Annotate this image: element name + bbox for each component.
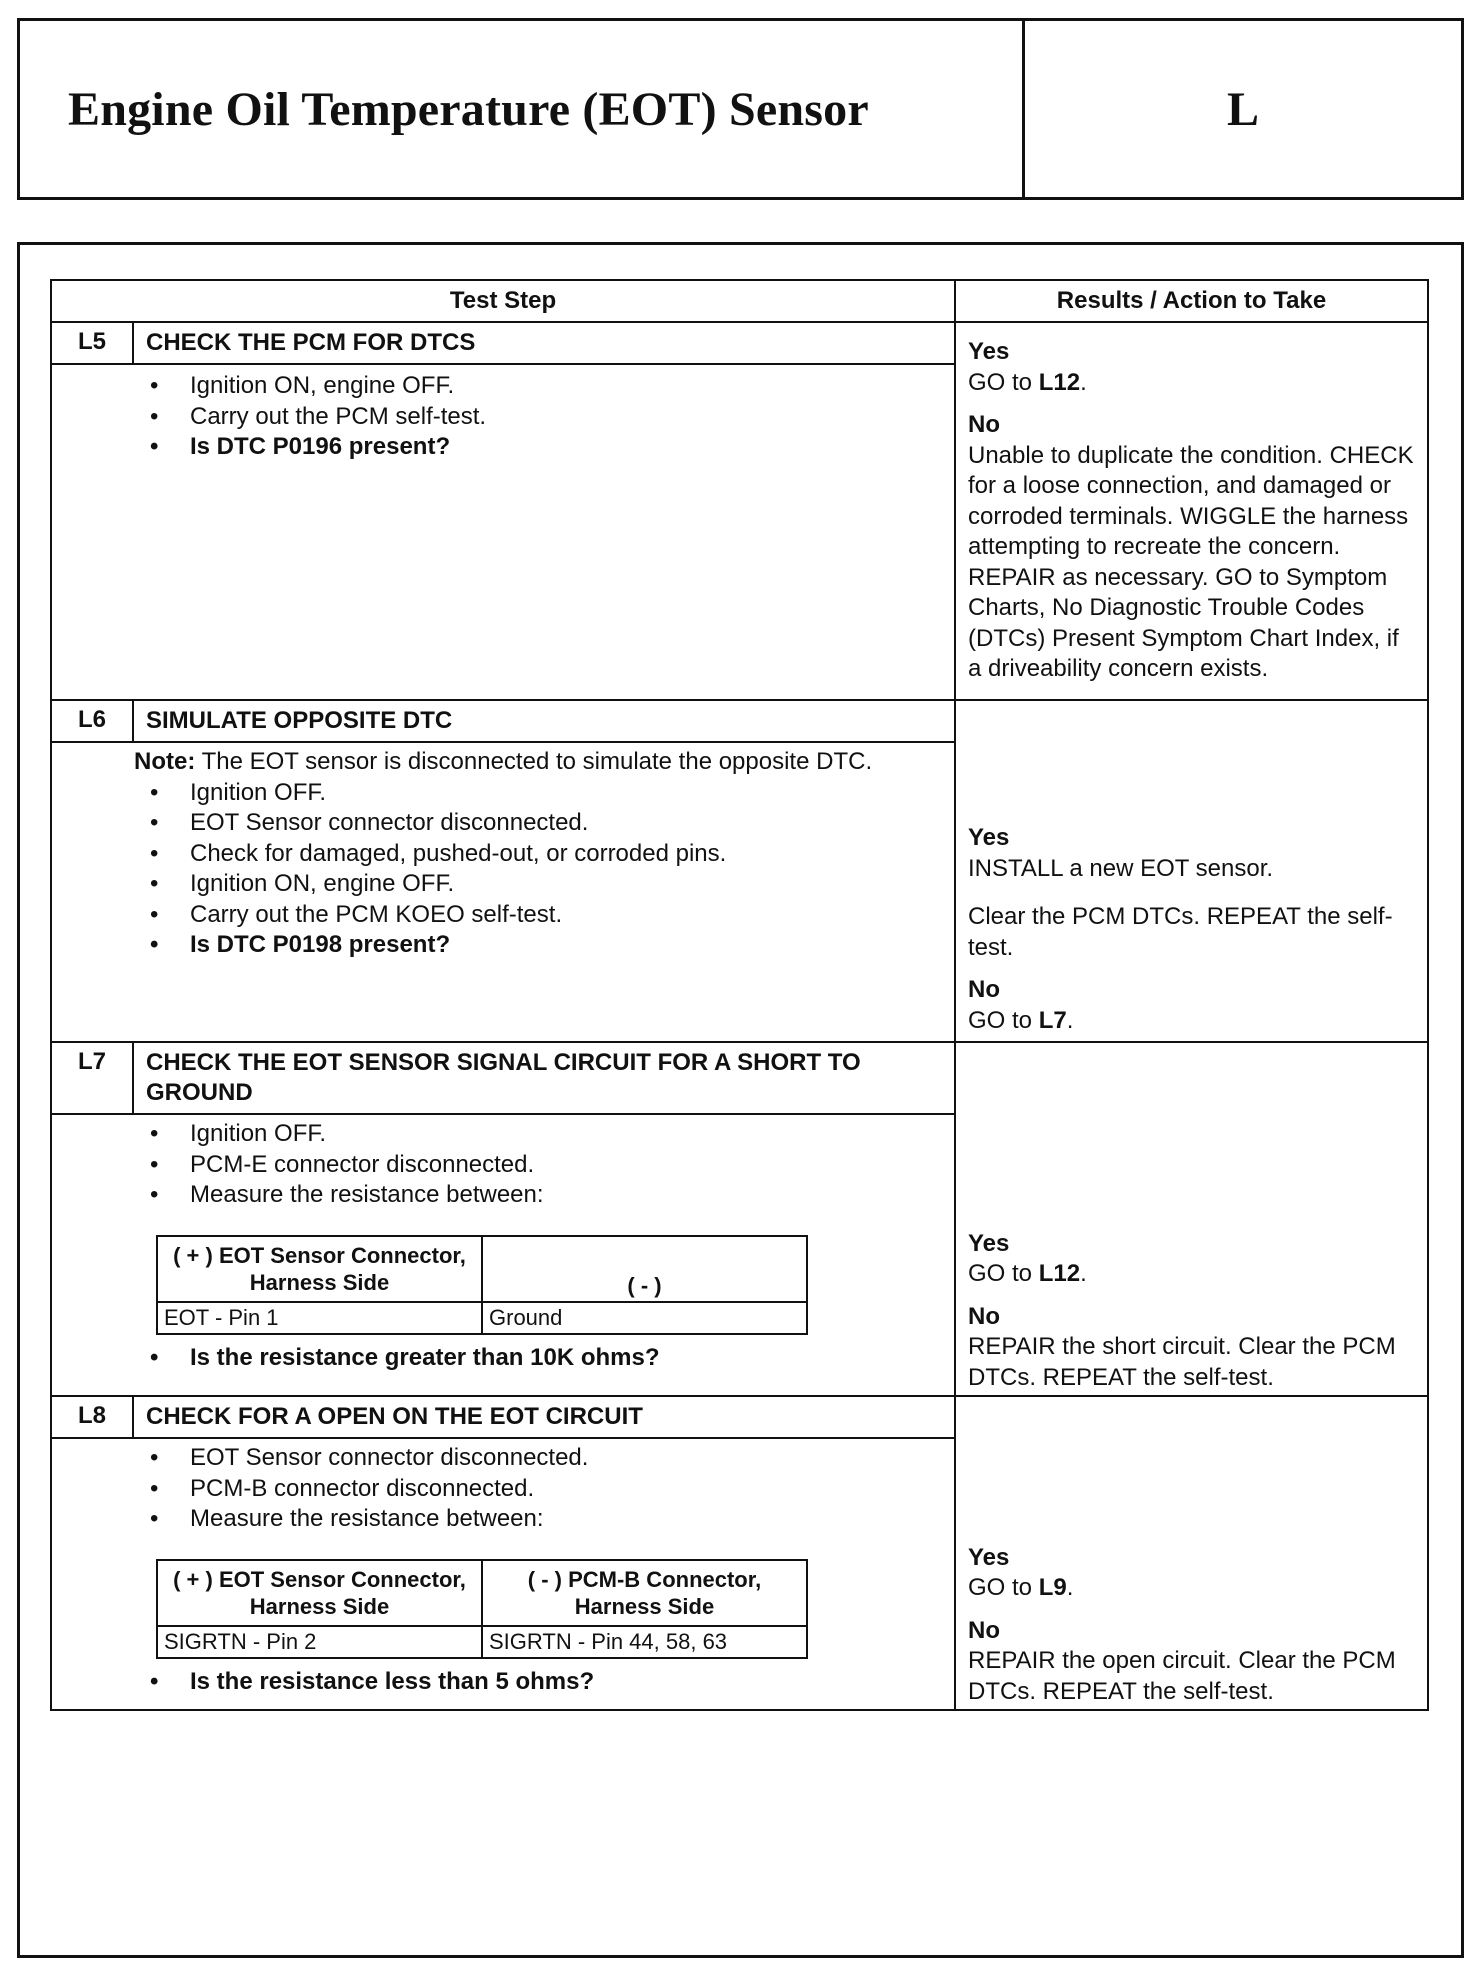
no-text: GO to [968, 1006, 1033, 1034]
step-bullets [148, 371, 942, 463]
step-ref-link[interactable]: L12 [1038, 368, 1081, 396]
result-cell-l8 [955, 1396, 1428, 1710]
yes-text: GO to [968, 368, 1033, 396]
step-cell-l6 [51, 700, 955, 1042]
bullet-item: • EOT Sensor connector disconnected. [148, 808, 942, 839]
result-cell-l6 [955, 700, 1428, 1042]
step-question: • Is DTC P0198 present? [148, 930, 942, 961]
result-cell-l5 [955, 322, 1428, 700]
yes-action: INSTALL a new EOT sensor. [968, 854, 1274, 882]
diagnostic-table [50, 279, 1429, 1711]
bullet-item: • Ignition ON, engine OFF. [148, 869, 942, 900]
step-ref-link[interactable]: L9 [1038, 1574, 1067, 1601]
meas-value-positive: EOT - Pin 1 [157, 1302, 482, 1334]
col-header-results: Results / Action to Take [955, 280, 1428, 322]
step-head [52, 1397, 954, 1439]
yes-label: Yes [968, 1229, 1010, 1257]
yes-label: Yes [968, 1543, 1010, 1571]
header-title-cell [20, 21, 1025, 197]
bullet-item: • Ignition OFF. [148, 1119, 942, 1150]
step-head [52, 701, 954, 743]
page-header [17, 18, 1464, 200]
yes-action: GO to L12. [968, 368, 1087, 396]
yes-action: GO to L12. [968, 1260, 1087, 1287]
result-body [956, 1219, 1427, 1396]
meas-head-positive: ( + ) EOT Sensor Connector, Harness Side [157, 1560, 482, 1626]
bullet-item: • Carry out the PCM KOEO self-test. [148, 900, 942, 931]
bullet-item: • PCM-E connector disconnected. [148, 1150, 942, 1181]
no-action: Unable to duplicate the condition. CHECK for a loose connection, and damaged or corroded terminals. WIGGLE the harness attempting to recreate the concern. REPAIR as necessary. GO to Symptom Charts, No Diagnostic Trouble Codes (DTCs) Present Symptom Chart Index, if a driveability concern exists. [968, 441, 1414, 682]
meas-value-positive: SIGRTN - Pin 2 [157, 1626, 482, 1658]
yes-text: GO to [968, 1260, 1033, 1287]
page-title: Engine Oil Temperature (EOT) Sensor [68, 82, 869, 136]
step-body [52, 365, 954, 469]
result-body [956, 1533, 1427, 1710]
step-question: • Is DTC P0196 present? [148, 432, 942, 463]
no-action: REPAIR the open circuit. Clear the PCM DTCs. REPEAT the self-test. [968, 1647, 1396, 1705]
meas-value-negative: Ground [482, 1302, 807, 1334]
no-label: No [968, 976, 1000, 1003]
step-body [52, 743, 954, 967]
result-cell-l7 [955, 1042, 1428, 1396]
bullet-item: • Carry out the PCM self-test. [148, 402, 942, 433]
meas-value-negative: SIGRTN - Pin 44, 58, 63 [482, 1626, 807, 1658]
result-body [956, 323, 1427, 689]
measurement-table [156, 1235, 808, 1335]
step-row-l5 [51, 322, 1428, 700]
step-cell-l5 [51, 322, 955, 700]
yes-action: GO to L9. [968, 1574, 1074, 1601]
step-question: • Is the resistance less than 5 ohms? [148, 1667, 942, 1698]
step-id: L7 [52, 1043, 134, 1113]
meas-head-negative: ( - ) PCM-B Connector, Harness Side [482, 1560, 807, 1626]
bullet-item: • EOT Sensor connector disconnected. [148, 1443, 942, 1474]
yes-text: GO to [968, 1574, 1033, 1601]
step-question-wrap [52, 1667, 954, 1704]
step-note [134, 747, 942, 778]
bullet-item: • Measure the resistance between: [148, 1504, 942, 1535]
table-header-row [51, 280, 1428, 322]
meas-head-negative: ( - ) [482, 1236, 807, 1302]
step-title: SIMULATE OPPOSITE DTC [146, 707, 453, 734]
bullet-item: • PCM-B connector disconnected. [148, 1474, 942, 1505]
no-label: No [968, 1302, 1000, 1330]
bullet-item: • Ignition ON, engine OFF. [148, 371, 942, 402]
step-question: • Is the resistance greater than 10K ohms? [148, 1343, 942, 1374]
no-action: REPAIR the short circuit. Clear the PCM DTCs. REPEAT the self-test. [968, 1333, 1396, 1391]
bullet-item: • Ignition OFF. [148, 778, 942, 809]
step-ref-link[interactable]: L7 [1038, 1006, 1067, 1034]
step-cell-l7 [51, 1042, 955, 1396]
yes-label: Yes [968, 338, 1010, 365]
step-head [52, 1043, 954, 1115]
step-id: L6 [52, 701, 134, 741]
step-bullets [148, 778, 942, 961]
step-cell-l8 [51, 1396, 955, 1710]
no-label: No [968, 411, 1000, 438]
step-row-l7 [51, 1042, 1428, 1396]
step-bullets [148, 1443, 942, 1535]
step-question-wrap [52, 1343, 954, 1380]
yes-action-2: Clear the PCM DTCs. REPEAT the self-test. [968, 903, 1393, 961]
bullet-item: • Measure the resistance between: [148, 1180, 942, 1211]
step-title: CHECK FOR A OPEN ON THE EOT CIRCUIT [146, 1403, 643, 1430]
step-title: CHECK THE PCM FOR DTCS [146, 329, 476, 356]
col-header-test-step: Test Step [51, 280, 955, 322]
step-row-l8 [51, 1396, 1428, 1710]
step-id: L8 [52, 1397, 134, 1437]
note-text: The EOT sensor is disconnected to simulate the opposite DTC. [201, 748, 873, 775]
step-row-l6 [51, 700, 1428, 1042]
step-head [52, 323, 954, 365]
header-code-cell [1025, 21, 1461, 197]
step-id: L5 [52, 323, 134, 363]
result-body [956, 701, 1427, 1040]
yes-label: Yes [968, 824, 1010, 851]
note-label: Note: [134, 748, 196, 775]
step-bullets [148, 1119, 942, 1211]
bullet-item: • Check for damaged, pushed-out, or corroded pins. [148, 839, 942, 870]
step-body [52, 1115, 954, 1217]
step-title: CHECK THE EOT SENSOR SIGNAL CIRCUIT FOR A SHORT TO GROUND [146, 1049, 861, 1106]
meas-head-positive: ( + ) EOT Sensor Connector, Harness Side [157, 1236, 482, 1302]
step-ref-link[interactable]: L12 [1038, 1260, 1081, 1287]
no-label: No [968, 1616, 1000, 1644]
no-action: GO to L7. [968, 1006, 1074, 1034]
section-code: L [1226, 82, 1259, 136]
step-body [52, 1439, 954, 1541]
measurement-table [156, 1559, 808, 1659]
